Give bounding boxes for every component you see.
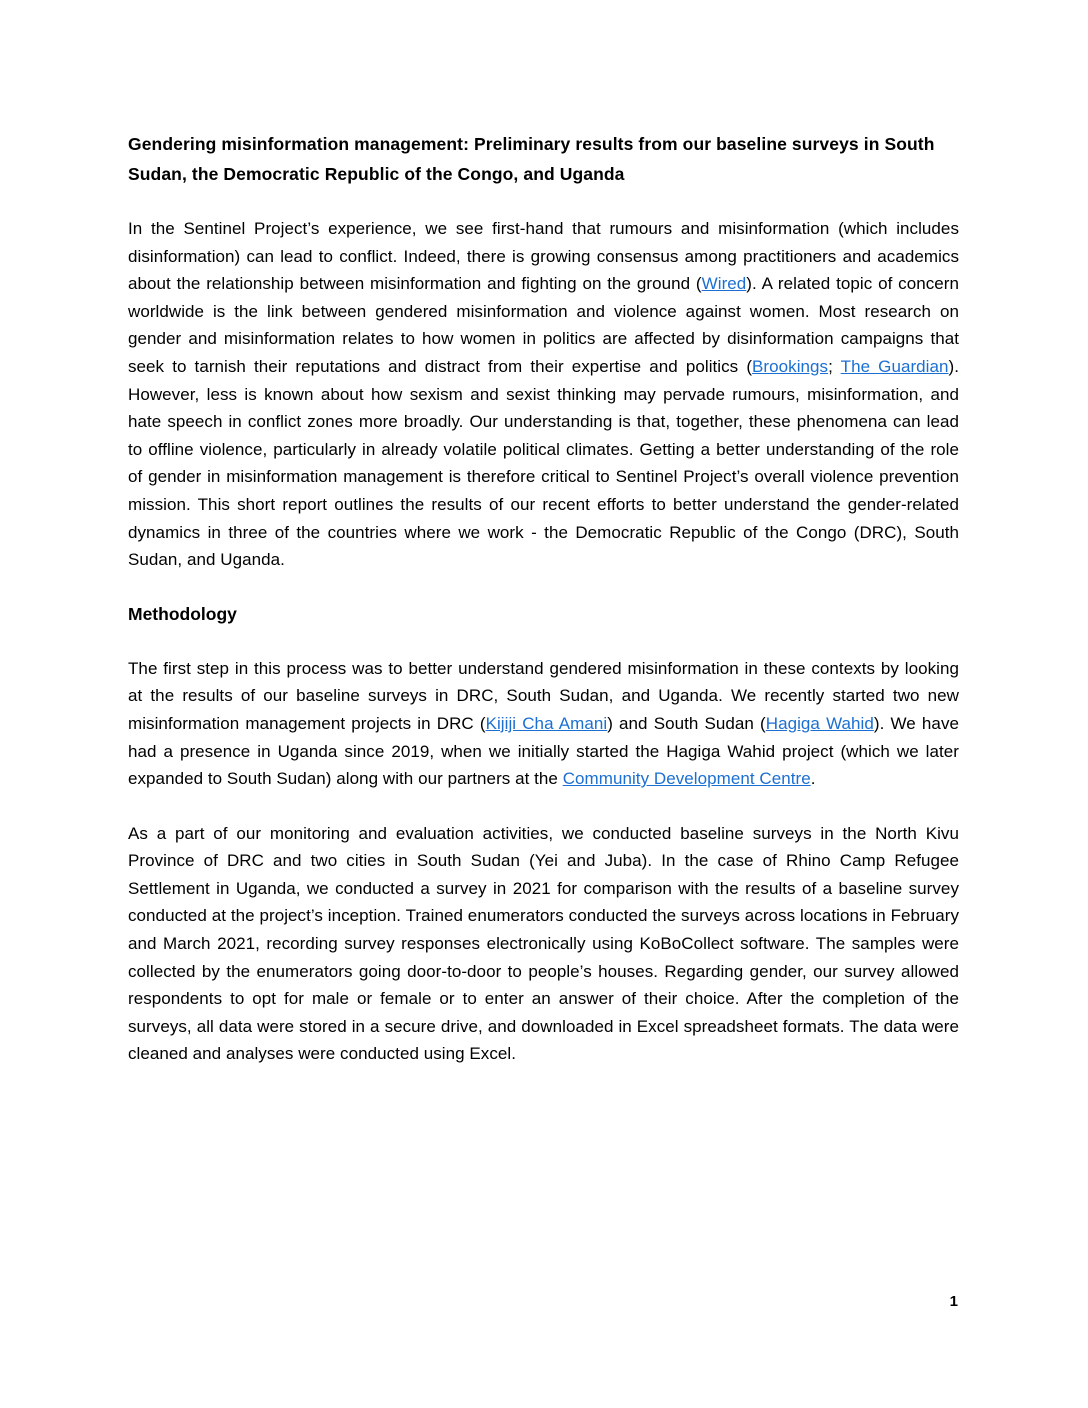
text-run: ). However, less is known about how sexism and sexist thinking may pervade rumours, misinformation, and hate speech in conflict zones more broadly. Our understanding is that, together, these phenomena can lead to offline violence, particularly in already volatile political climates. Getting a better understanding of the role of gender in misinformation management is therefore critical to Sentinel Project’s overall violence prevention mission. This short report outlines the results of our recent efforts to better understand the gender-related dynamics in three of the countries where we work - the Democratic Republic of the Congo (DRC), South Sudan, and Uganda. (128, 356, 959, 570)
link-brookings[interactable]: Brookings (752, 356, 829, 376)
section-heading-methodology: Methodology (128, 603, 237, 624)
text-run: ; (828, 356, 841, 376)
paragraph (128, 820, 959, 1068)
link-community-development-centre[interactable]: Community Development Centre (562, 769, 811, 789)
text-run: ). We have had a presence in Uganda since 2019, when we initially started the Hagiga Wahid project (which we later expanded to South Sudan) along with our partners at the (128, 713, 959, 789)
document-body (128, 129, 959, 1095)
paragraph (128, 655, 959, 793)
text-run: In the Sentinel Project’s experience, we see first-hand that rumours and misinformation (which includes disinformation) can lead to conflict. Indeed, there is growing consensus among practitioners and academics about the relationship between misinformation and fighting on the ground ( (128, 219, 959, 294)
text-run: ) and South Sudan ( (607, 713, 766, 733)
link-hagiga-wahid[interactable]: Hagiga Wahid (765, 713, 874, 733)
text-run: As a part of our monitoring and evaluation activities, we conducted baseline surveys in the North Kivu Province of DRC and two cities in South Sudan (Yei and Juba). In the case of Rhino Camp Refugee Settlement in Uganda, we conducted a survey in 2021 for comparison with the results of a baseline survey conducted at the project’s inception. Trained enumerators conducted the surveys across locations in February and March 2021, recording survey responses electronically using KoBoCollect software. The samples were collected by the enumerators going door-to-door to people’s houses. Regarding gender, our survey allowed respondents to opt for male or female or to enter an answer of their choice. After the completion of the surveys, all data were stored in a secure drive, and downloaded in Excel spreadsheet formats. The data were cleaned and analyses were conducted using Excel. (128, 823, 959, 1064)
link-kijiji-cha-amani[interactable]: Kijiji Cha Amani (485, 713, 608, 733)
text-run: ). A related topic of concern worldwide is the link between gendered misinformation and violence against women. Most research on gender and misinformation relates to how women in politics are affected by disinformation campaigns that seek to tarnish their reputations and distract from their expertise and politics ( (128, 274, 959, 376)
text-run: . (810, 769, 816, 789)
link-wired[interactable]: Wired (701, 274, 747, 294)
link-the-guardian[interactable]: The Guardian (840, 356, 949, 376)
paragraph (128, 215, 959, 574)
text-run: The first step in this process was to better understand gendered misinformation in these contexts by looking at the results of our baseline surveys in DRC, South Sudan, and Uganda. We recently started two new misinformation management projects in DRC ( (128, 658, 959, 733)
page-number: 1 (949, 1293, 958, 1310)
document-title: Gendering misinformation management: Preliminary results from our baseline surveys in South Sudan, the Democratic Republic of the Congo, and Uganda (128, 134, 935, 184)
